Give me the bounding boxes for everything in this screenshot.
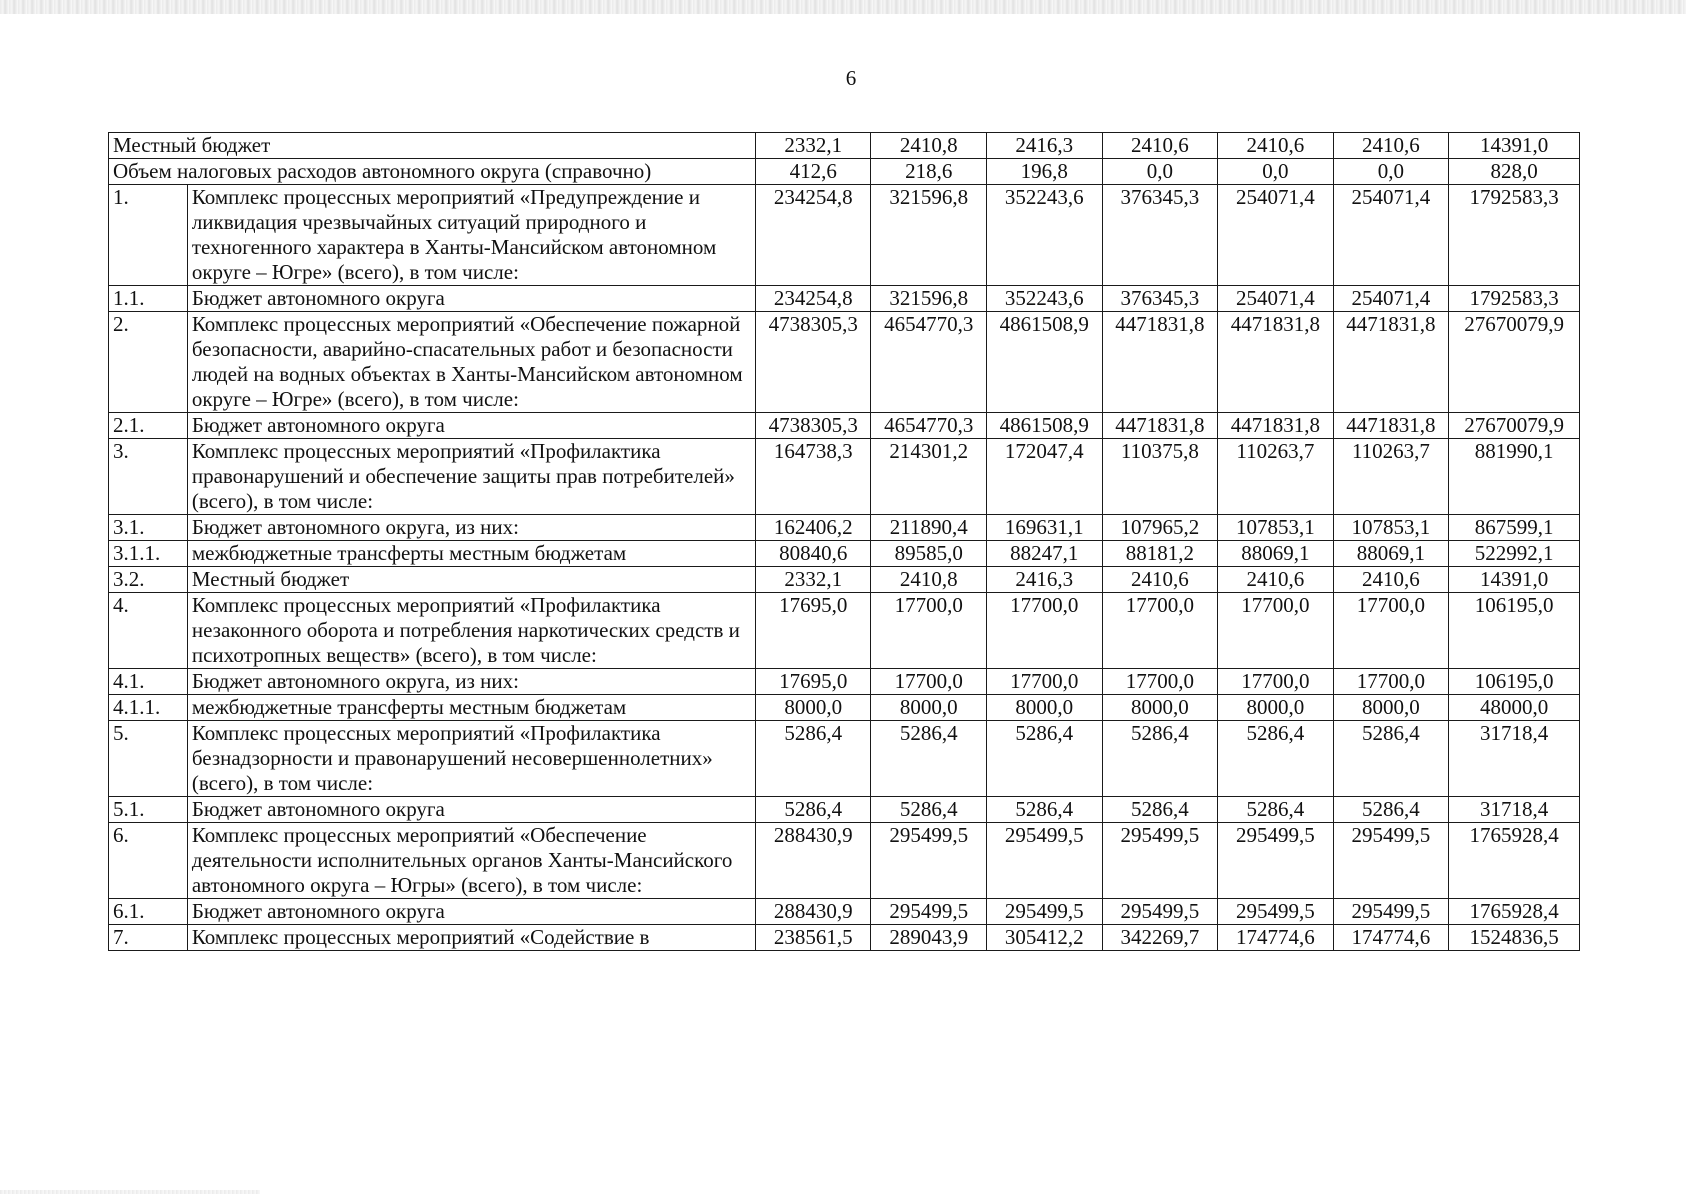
row-name: Комплекс процессных мероприятий «Профилактика правонарушений и обеспечение защиты прав потребителей» (всего), в том числе: (187, 439, 755, 515)
value-cell: 295499,5 (1333, 899, 1449, 925)
value-cell: 5286,4 (1333, 797, 1449, 823)
row-number: 3.1. (109, 515, 188, 541)
value-cell: 174774,6 (1333, 925, 1449, 951)
row-number: 5.1. (109, 797, 188, 823)
value-cell: 2410,6 (1218, 133, 1334, 159)
row-name: Бюджет автономного округа, из них: (187, 515, 755, 541)
value-cell: 17700,0 (987, 669, 1103, 695)
value-cell: 295499,5 (1333, 823, 1449, 899)
value-cell: 2332,1 (755, 133, 871, 159)
table-row (109, 185, 1580, 286)
total-cell: 14391,0 (1449, 133, 1580, 159)
value-cell: 5286,4 (987, 797, 1103, 823)
value-cell: 5286,4 (987, 721, 1103, 797)
row-name: межбюджетные трансферты местным бюджетам (187, 695, 755, 721)
value-cell: 174774,6 (1218, 925, 1334, 951)
value-cell: 4654770,3 (871, 312, 987, 413)
value-cell: 342269,7 (1102, 925, 1218, 951)
value-cell: 107965,2 (1102, 515, 1218, 541)
value-cell: 17695,0 (755, 593, 871, 669)
table-row (109, 312, 1580, 413)
value-cell: 295499,5 (1102, 899, 1218, 925)
table-row (109, 669, 1580, 695)
table-row (109, 413, 1580, 439)
total-cell: 106195,0 (1449, 669, 1580, 695)
value-cell: 234254,8 (755, 185, 871, 286)
row-name: Комплекс процессных мероприятий «Предупреждение и ликвидация чрезвычайных ситуаций природного и техногенного характера в Ханты-Мансийском автономном округе – Югре» (всего), в том числе: (187, 185, 755, 286)
value-cell: 295499,5 (871, 899, 987, 925)
value-cell: 172047,4 (987, 439, 1103, 515)
row-name: Бюджет автономного округа, из них: (187, 669, 755, 695)
total-cell: 828,0 (1449, 159, 1580, 185)
row-number: 4. (109, 593, 188, 669)
value-cell: 17700,0 (871, 593, 987, 669)
value-cell: 2410,8 (871, 567, 987, 593)
value-cell: 295499,5 (1218, 899, 1334, 925)
row-name: Комплекс процессных мероприятий «Профилактика безнадзорности и правонарушений несовершеннолетних» (всего), в том числе: (187, 721, 755, 797)
value-cell: 289043,9 (871, 925, 987, 951)
value-cell: 8000,0 (871, 695, 987, 721)
value-cell: 254071,4 (1333, 286, 1449, 312)
value-cell: 254071,4 (1218, 286, 1334, 312)
value-cell: 8000,0 (1102, 695, 1218, 721)
value-cell: 2410,6 (1102, 133, 1218, 159)
value-cell: 17700,0 (1102, 593, 1218, 669)
value-cell: 17700,0 (1218, 593, 1334, 669)
value-cell: 321596,8 (871, 286, 987, 312)
value-cell: 169631,1 (987, 515, 1103, 541)
value-cell: 5286,4 (1333, 721, 1449, 797)
value-cell: 107853,1 (1218, 515, 1334, 541)
value-cell: 17700,0 (987, 593, 1103, 669)
budget-table (108, 132, 1580, 951)
page-number: 6 (845, 66, 857, 90)
table-row (109, 567, 1580, 593)
value-cell: 5286,4 (755, 721, 871, 797)
value-cell: 162406,2 (755, 515, 871, 541)
value-cell: 295499,5 (987, 899, 1103, 925)
row-number: 3. (109, 439, 188, 515)
table-row (109, 823, 1580, 899)
row-number: 2.1. (109, 413, 188, 439)
value-cell: 17700,0 (1333, 593, 1449, 669)
value-cell: 80840,6 (755, 541, 871, 567)
value-cell: 5286,4 (871, 797, 987, 823)
value-cell: 5286,4 (1218, 797, 1334, 823)
value-cell: 88181,2 (1102, 541, 1218, 567)
value-cell: 4861508,9 (987, 413, 1103, 439)
value-cell: 110263,7 (1218, 439, 1334, 515)
row-number: 3.1.1. (109, 541, 188, 567)
value-cell: 4471831,8 (1218, 312, 1334, 413)
total-cell: 48000,0 (1449, 695, 1580, 721)
value-cell: 295499,5 (1218, 823, 1334, 899)
row-number: 4.1. (109, 669, 188, 695)
total-cell: 867599,1 (1449, 515, 1580, 541)
row-number: 4.1.1. (109, 695, 188, 721)
table-row (109, 159, 1580, 185)
value-cell: 110375,8 (1102, 439, 1218, 515)
total-cell: 522992,1 (1449, 541, 1580, 567)
value-cell: 321596,8 (871, 185, 987, 286)
table-row (109, 593, 1580, 669)
value-cell: 352243,6 (987, 185, 1103, 286)
value-cell: 196,8 (987, 159, 1103, 185)
value-cell: 4471831,8 (1218, 413, 1334, 439)
value-cell: 305412,2 (987, 925, 1103, 951)
value-cell: 17695,0 (755, 669, 871, 695)
table-row (109, 541, 1580, 567)
total-cell: 881990,1 (1449, 439, 1580, 515)
value-cell: 295499,5 (871, 823, 987, 899)
value-cell: 2410,6 (1333, 133, 1449, 159)
row-name: Бюджет автономного округа (187, 899, 755, 925)
scan-edge-top (0, 0, 1686, 14)
value-cell: 214301,2 (871, 439, 987, 515)
row-name: межбюджетные трансферты местным бюджетам (187, 541, 755, 567)
row-name: Бюджет автономного округа (187, 413, 755, 439)
row-number: 6.1. (109, 899, 188, 925)
value-cell: 88247,1 (987, 541, 1103, 567)
row-number: 1. (109, 185, 188, 286)
value-cell: 2410,6 (1333, 567, 1449, 593)
value-cell: 5286,4 (871, 721, 987, 797)
value-cell: 89585,0 (871, 541, 987, 567)
table-row (109, 286, 1580, 312)
row-name: Объем налоговых расходов автономного округа (справочно) (109, 159, 756, 185)
value-cell: 8000,0 (1333, 695, 1449, 721)
value-cell: 17700,0 (871, 669, 987, 695)
total-cell: 1792583,3 (1449, 286, 1580, 312)
value-cell: 295499,5 (987, 823, 1103, 899)
value-cell: 2410,6 (1218, 567, 1334, 593)
value-cell: 2332,1 (755, 567, 871, 593)
value-cell: 288430,9 (755, 899, 871, 925)
row-name: Бюджет автономного округа (187, 286, 755, 312)
table-row (109, 695, 1580, 721)
value-cell: 110263,7 (1333, 439, 1449, 515)
row-number: 1.1. (109, 286, 188, 312)
value-cell: 2416,3 (987, 133, 1103, 159)
row-name: Комплекс процессных мероприятий «Содействие в (187, 925, 755, 951)
row-name: Местный бюджет (187, 567, 755, 593)
total-cell: 1765928,4 (1449, 899, 1580, 925)
value-cell: 218,6 (871, 159, 987, 185)
value-cell: 4654770,3 (871, 413, 987, 439)
value-cell: 4471831,8 (1333, 413, 1449, 439)
value-cell: 88069,1 (1333, 541, 1449, 567)
total-cell: 31718,4 (1449, 797, 1580, 823)
value-cell: 4738305,3 (755, 312, 871, 413)
table-row (109, 797, 1580, 823)
row-number: 5. (109, 721, 188, 797)
value-cell: 412,6 (755, 159, 871, 185)
value-cell: 2410,8 (871, 133, 987, 159)
table-row (109, 721, 1580, 797)
total-cell: 106195,0 (1449, 593, 1580, 669)
value-cell: 17700,0 (1333, 669, 1449, 695)
scan-edge-bottom (0, 1190, 260, 1194)
value-cell: 5286,4 (1102, 721, 1218, 797)
row-name: Комплекс процессных мероприятий «Обеспечение деятельности исполнительных органов Ханты-Мансийского автономного округа – Югры» (всего), в том числе: (187, 823, 755, 899)
table-row (109, 899, 1580, 925)
value-cell: 17700,0 (1218, 669, 1334, 695)
value-cell: 0,0 (1218, 159, 1334, 185)
row-number: 3.2. (109, 567, 188, 593)
value-cell: 4861508,9 (987, 312, 1103, 413)
value-cell: 0,0 (1102, 159, 1218, 185)
value-cell: 4471831,8 (1333, 312, 1449, 413)
row-name: Местный бюджет (109, 133, 756, 159)
total-cell: 1524836,5 (1449, 925, 1580, 951)
value-cell: 0,0 (1333, 159, 1449, 185)
value-cell: 5286,4 (1218, 721, 1334, 797)
value-cell: 5286,4 (1102, 797, 1218, 823)
value-cell: 8000,0 (987, 695, 1103, 721)
value-cell: 4471831,8 (1102, 413, 1218, 439)
row-number: 2. (109, 312, 188, 413)
table-row (109, 515, 1580, 541)
total-cell: 1765928,4 (1449, 823, 1580, 899)
table-row (109, 133, 1580, 159)
value-cell: 254071,4 (1333, 185, 1449, 286)
total-cell: 14391,0 (1449, 567, 1580, 593)
value-cell: 234254,8 (755, 286, 871, 312)
row-name: Комплекс процессных мероприятий «Профилактика незаконного оборота и потребления наркотических средств и психотропных веществ» (всего), в том числе: (187, 593, 755, 669)
value-cell: 4738305,3 (755, 413, 871, 439)
value-cell: 107853,1 (1333, 515, 1449, 541)
value-cell: 288430,9 (755, 823, 871, 899)
value-cell: 88069,1 (1218, 541, 1334, 567)
total-cell: 31718,4 (1449, 721, 1580, 797)
value-cell: 8000,0 (755, 695, 871, 721)
value-cell: 211890,4 (871, 515, 987, 541)
table-row (109, 439, 1580, 515)
value-cell: 352243,6 (987, 286, 1103, 312)
value-cell: 164738,3 (755, 439, 871, 515)
row-number: 7. (109, 925, 188, 951)
value-cell: 254071,4 (1218, 185, 1334, 286)
value-cell: 5286,4 (755, 797, 871, 823)
value-cell: 376345,3 (1102, 185, 1218, 286)
value-cell: 17700,0 (1102, 669, 1218, 695)
table-row (109, 925, 1580, 951)
total-cell: 27670079,9 (1449, 413, 1580, 439)
total-cell: 27670079,9 (1449, 312, 1580, 413)
row-number: 6. (109, 823, 188, 899)
value-cell: 4471831,8 (1102, 312, 1218, 413)
value-cell: 295499,5 (1102, 823, 1218, 899)
row-name: Комплекс процессных мероприятий «Обеспечение пожарной безопасности, аварийно-спасательных работ и безопасности людей на водных объектах в Ханты-Мансийском автономном округе – Югре» (всего), в том числе: (187, 312, 755, 413)
row-name: Бюджет автономного округа (187, 797, 755, 823)
value-cell: 8000,0 (1218, 695, 1334, 721)
value-cell: 2416,3 (987, 567, 1103, 593)
total-cell: 1792583,3 (1449, 185, 1580, 286)
value-cell: 2410,6 (1102, 567, 1218, 593)
value-cell: 376345,3 (1102, 286, 1218, 312)
value-cell: 238561,5 (755, 925, 871, 951)
